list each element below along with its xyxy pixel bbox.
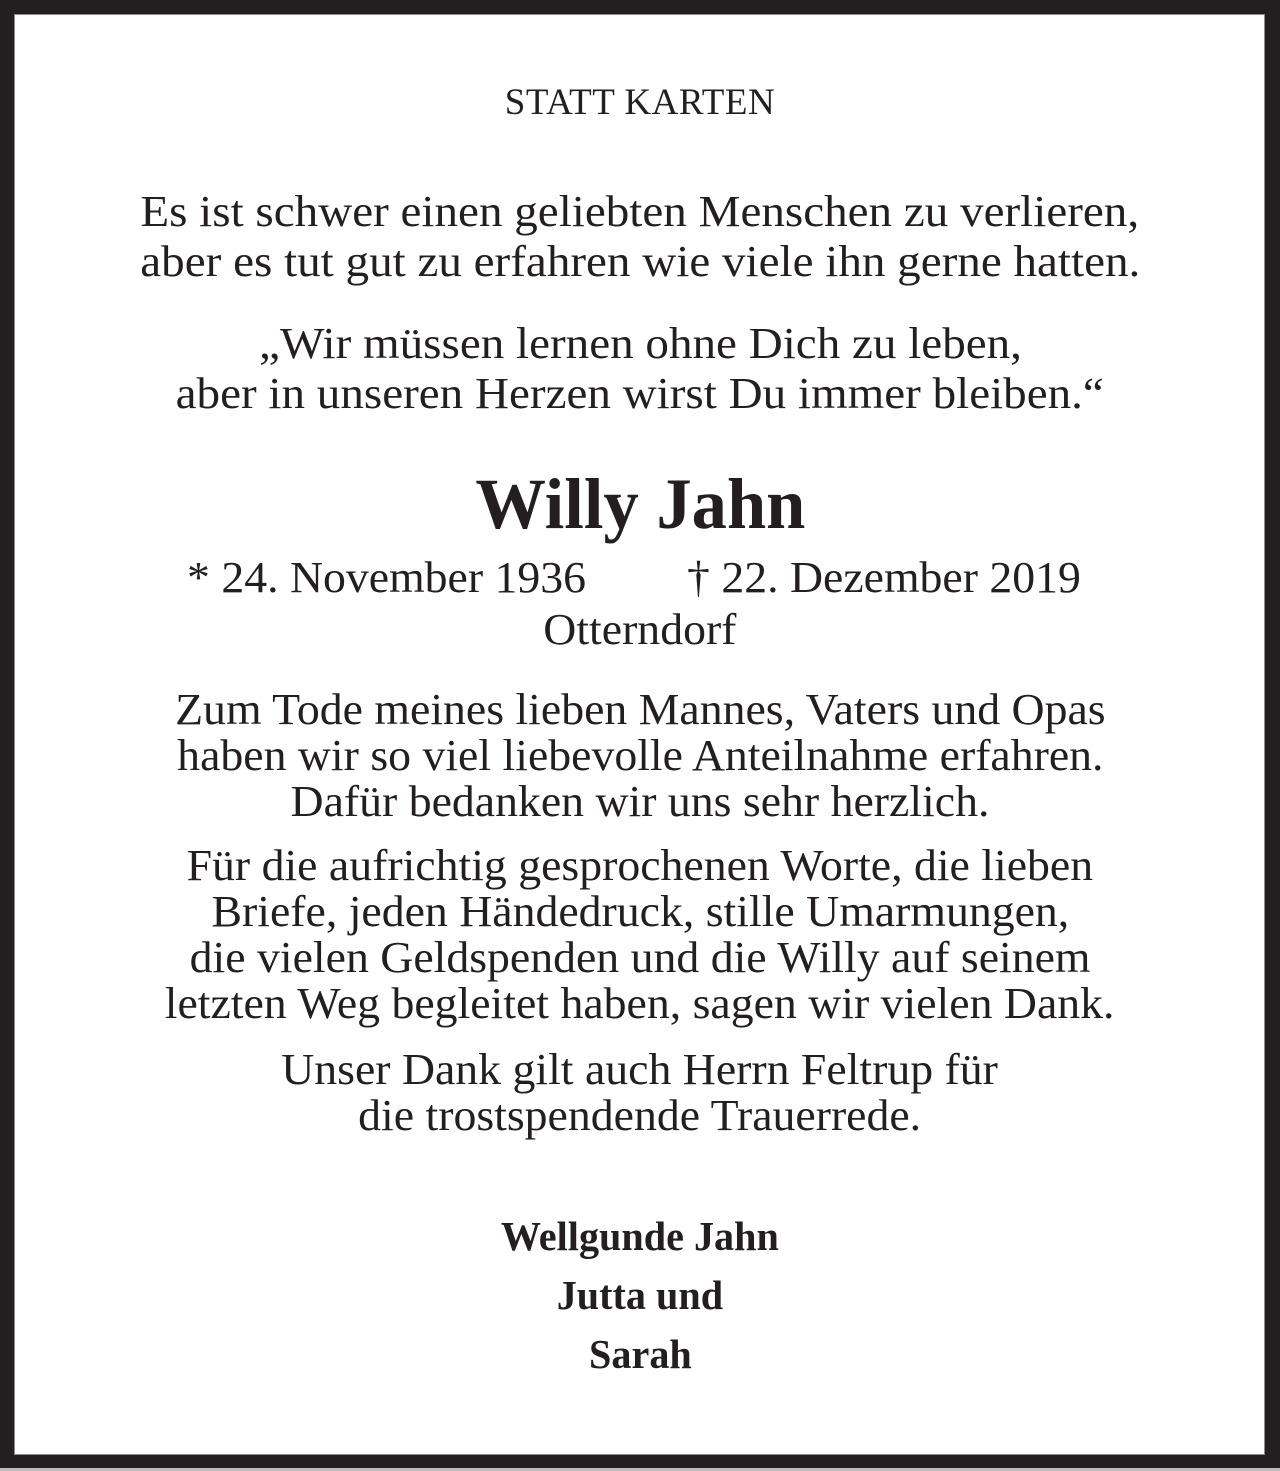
paragraph-text: Dafür bedanken wir uns sehr herzlich. — [290, 777, 990, 826]
paragraph-3-line-1 — [0, 1045, 1280, 1094]
quote-text-2: aber in unseren Herzen wirst Du immer bleiben.“ — [175, 369, 1105, 418]
deceased-name — [0, 464, 1280, 544]
place-text: Otterndorf — [543, 605, 737, 654]
paragraph-text: haben wir so viel liebevolle Anteilnahme erfahren. — [176, 731, 1104, 780]
signature-text: Wellgunde Jahn — [500, 1213, 780, 1259]
life-dates — [0, 553, 1280, 606]
paragraph-3-line-2 — [0, 1091, 1280, 1140]
signature-2 — [0, 1272, 1280, 1318]
paragraph-text: Zum Tode meines lieben Mannes, Vaters und Opas — [174, 685, 1106, 734]
death-date: † 22. Dezember 2019 — [687, 553, 1081, 602]
paragraph-text: Briefe, jeden Händedruck, stille Umarmungen, — [211, 887, 1069, 936]
paragraph-1-line-3 — [0, 777, 1280, 826]
signature-text: Sarah — [588, 1331, 692, 1377]
paragraph-2-line-3 — [0, 933, 1280, 982]
paragraph-text: Unser Dank gilt auch Herrn Feltrup für — [281, 1045, 999, 1094]
birth-date: * 24. November 1936 — [187, 553, 587, 602]
paragraph-2-line-2 — [0, 887, 1280, 936]
paragraph-1-line-2 — [0, 731, 1280, 780]
heading-text: STATT KARTEN — [504, 82, 776, 123]
signature-3 — [0, 1331, 1280, 1377]
paragraph-2-line-4 — [0, 979, 1280, 1028]
place — [0, 605, 1280, 654]
paragraph-text: die trostspendende Trauerrede. — [358, 1091, 922, 1140]
intro-line-1 — [0, 187, 1280, 236]
notice-heading — [0, 84, 1280, 121]
paragraph-1-line-1 — [0, 685, 1280, 734]
quote-line-2 — [0, 369, 1280, 418]
signature-1 — [0, 1213, 1280, 1259]
intro-text-2: aber es tut gut zu erfahren wie viele ihn gerne hatten. — [139, 237, 1141, 286]
signature-text: Jutta und — [556, 1272, 724, 1318]
paragraph-text: die vielen Geldspenden und die Willy auf seinem — [189, 933, 1091, 982]
intro-line-2 — [0, 237, 1280, 286]
quote-line-1 — [0, 319, 1280, 368]
paragraph-text: letzten Weg begleitet haben, sagen wir vielen Dank. — [165, 979, 1115, 1028]
intro-text-1: Es ist schwer einen geliebten Menschen zu verlieren, — [140, 187, 1140, 236]
paragraph-2-line-1 — [0, 841, 1280, 890]
paragraph-text: Für die aufrichtig gesprochenen Worte, die lieben — [186, 841, 1094, 890]
quote-text-1: „Wir müssen lernen ohne Dich zu leben, — [258, 319, 1022, 368]
deceased-name-text: Willy Jahn — [474, 464, 806, 544]
